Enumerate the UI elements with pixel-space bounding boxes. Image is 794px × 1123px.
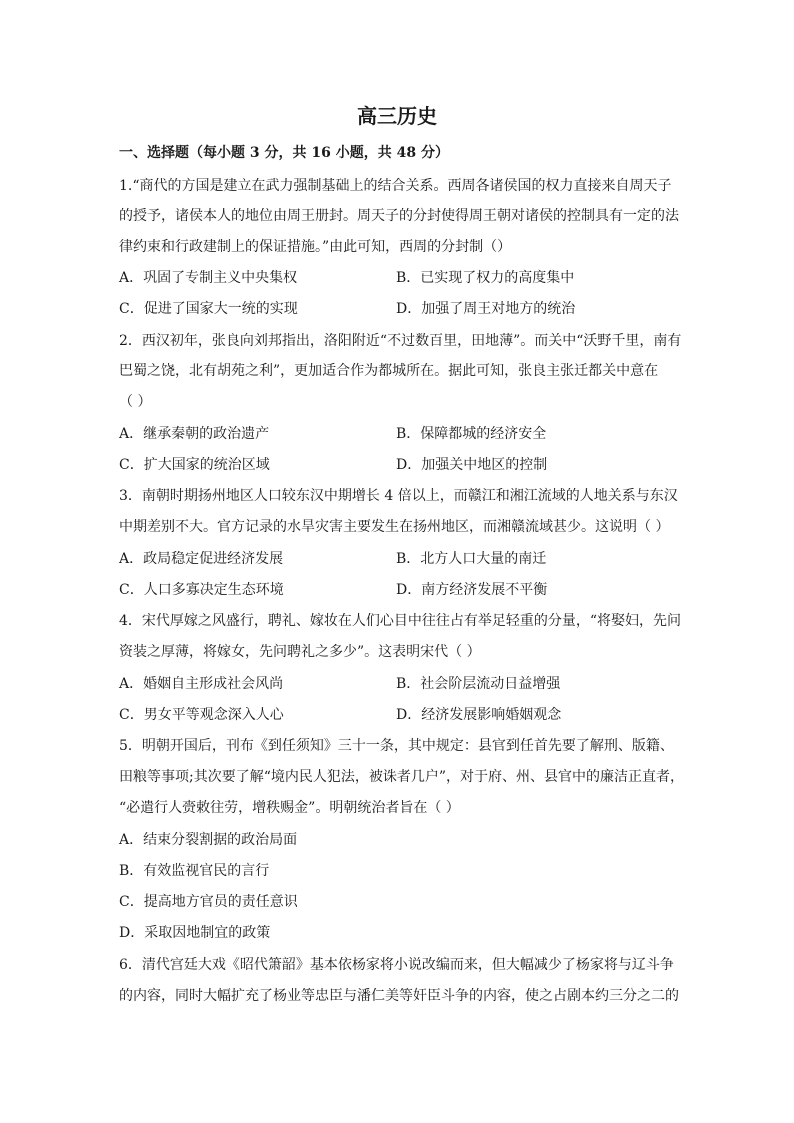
q3-option-d: D．南方经济发展不平衡	[396, 582, 548, 598]
q1-option-a: A．巩固了专制主义中央集权	[119, 270, 298, 286]
q3-option-c: C．人口多寡决定生态环境	[119, 582, 284, 598]
q5-option-a: A．结束分裂割据的政治局面	[119, 832, 298, 848]
q4-option-c: C．男女平等观念深入人心	[119, 707, 284, 723]
q6-line-1: 6．清代宫廷大戏《昭代箫韶》基本依杨家将小说改编而来，但大幅减少了杨家将与辽斗争	[119, 957, 674, 973]
q5-option-b: B．有效监视官民的言行	[119, 863, 270, 879]
q4-option-b: B．社会阶层流动日益增强	[396, 676, 561, 692]
q3-line-2: 中期差别不大。官方记录的水旱灾害主要发生在扬州地区，而湘赣流域甚少。这说明（ ）	[119, 519, 670, 535]
q5-line-1: 5．明朝开国后，刊布《到任须知》三十一条，其中规定：县官到任首先要了解刑、版籍、	[119, 738, 674, 754]
q1-option-d: D．加强了周王对地方的统治	[396, 301, 576, 317]
q4-option-a: A．婚姻自主形成社会风尚	[119, 676, 284, 692]
q2-option-a: A．继承秦朝的政治遗产	[119, 426, 270, 442]
q1-option-c: C．促进了国家大一统的实现	[119, 301, 298, 317]
q3-option-b: B．北方人口大量的南迁	[396, 551, 547, 567]
q2-option-b: B．保障都城的经济安全	[396, 426, 547, 442]
q2-line-1: 2．西汉初年，张良向刘邦指出，洛阳附近“不过数百里，田地薄”。而关中“沃野千里，南有	[119, 333, 682, 349]
q2-line-2: 巴蜀之饶，北有胡苑之利”，更加适合作为都城所在。据此可知，张良主张迁都关中意在	[119, 363, 659, 379]
q5-option-d: D．采取因地制宜的政策	[119, 925, 271, 941]
section-heading: 一、选择题（每小题 3 分，共 16 小题，共 48 分）	[119, 145, 449, 161]
q5-option-c: C．提高地方官员的责任意识	[119, 894, 298, 910]
q5-line-3: “必遣行人赍敕往劳，增秩赐金”。明朝统治者旨在（ ）	[119, 800, 460, 816]
q2-option-d: D．加强关中地区的控制	[396, 457, 548, 473]
q6-line-2: 的内容，同时大幅扩充了杨业等忠臣与潘仁美等奸臣斗争的内容，使之占剧本约三分之二的	[119, 988, 679, 1004]
q2-option-c: C．扩大国家的统治区域	[119, 457, 270, 473]
q3-line-1: 3．南朝时期扬州地区人口较东汉中期增长 4 倍以上，而赣江和湘江流域的人地关系与东汉	[119, 488, 678, 504]
q3-option-a: A．政局稳定促进经济发展	[119, 551, 284, 567]
q4-line-2: 资装之厚薄，将嫁女，先问聘礼之多少”。这表明宋代（ ）	[119, 644, 481, 660]
q1-line-3: 律约束和行政建制上的保证措施。”由此可知，西周的分封制（）	[119, 239, 512, 255]
page-title: 高三历史	[357, 104, 437, 128]
q4-option-d: D．经济发展影响婚姻观念	[396, 707, 562, 723]
q2-line-3: （ ）	[119, 394, 152, 410]
q5-line-2: 田粮等事项;其次要了解“境内民人犯法，被诛者几户”，对于府、州、县官中的廉洁正直者，	[119, 769, 685, 785]
q1-line-2: 的授予，诸侯本人的地位由周王册封。周天子的分封使得周王朝对诸侯的控制具有一定的法	[119, 208, 679, 224]
q1-line-1: 1.“商代的方国是建立在武力强制基础上的结合关系。西周各诸侯国的权力直接来自周天子	[119, 178, 672, 194]
q1-option-b: B．已实现了权力的高度集中	[396, 270, 575, 286]
q4-line-1: 4．宋代厚嫁之风盛行，聘礼、嫁妆在人们心目中往往占有举足轻重的分量，“将娶妇，先问	[119, 613, 682, 629]
